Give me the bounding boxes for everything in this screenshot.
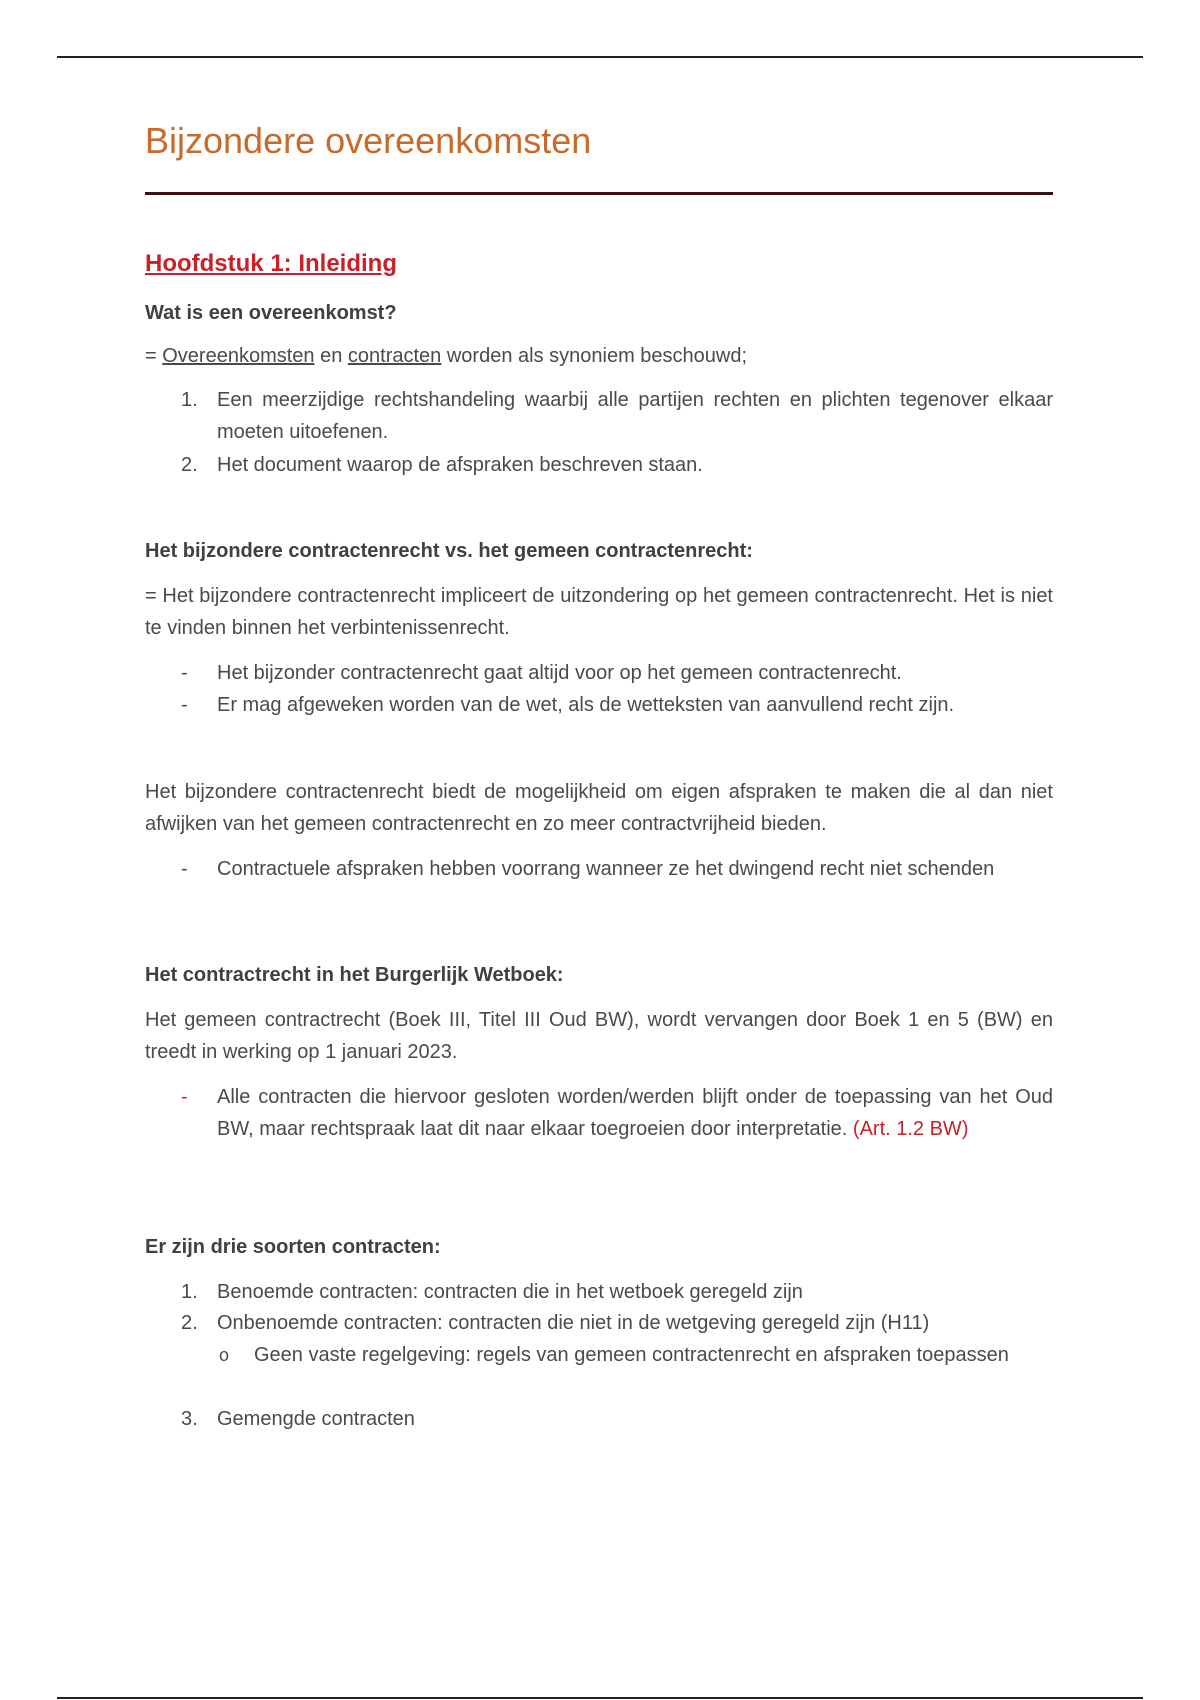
bullet-body: Alle contracten die hiervoor gesloten worden/werden blijft onder de toepassing van het Oud BW, maar rechtspraak laat dit naar elkaar toegroeien door interpretatie. <box>217 1086 1053 1140</box>
title-underline <box>145 192 1053 195</box>
page-top-rule <box>57 56 1143 58</box>
definition-conjunction: en <box>314 345 348 367</box>
bullet-text: Contractuele afspraken hebben voorrang wanneer ze het dwingend recht niet schenden <box>217 858 995 880</box>
section-heading-overeenkomst: Wat is een overeenkomst? <box>145 302 397 324</box>
bullet-marker: - <box>181 662 188 684</box>
term-overeenkomsten: Overeenkomsten <box>162 345 315 367</box>
bullet-text: Het bijzonder contractenrecht gaat altijd voor op het gemeen contractenrecht. <box>217 662 902 684</box>
list-text: Gemengde contracten <box>217 1408 415 1430</box>
bw-paragraph: Het gemeen contractrecht (Boek III, Titel III Oud BW), wordt vervangen door Boek 1 en 5 (BW) en treedt in werking op 1 januari 2023. <box>145 1009 1053 1063</box>
bullet-text <box>217 1081 1053 1145</box>
list-marker: 1. <box>181 389 198 411</box>
bullet-text: Er mag afgeweken worden van de wet, als de wetteksten van aanvullend recht zijn. <box>217 694 955 716</box>
article-reference: (Art. 1.2 BW) <box>852 1118 969 1140</box>
bullet-marker: - <box>181 858 188 880</box>
bullet-marker: - <box>181 1086 188 1108</box>
bullet-marker: - <box>181 694 188 716</box>
section2-intro: = Het bijzondere contractenrecht impliceert de uitzondering op het gemeen contractenrecht. Het is niet te vinden binnen het verbintenissenrecht. <box>145 585 1053 639</box>
sub-list-text: Geen vaste regelgeving: regels van gemeen contractenrecht en afspraken toepassen <box>254 1344 1009 1366</box>
definition-paragraph <box>145 340 1053 372</box>
contractvrijheid-paragraph: Het bijzondere contractenrecht biedt de mogelijkheid om eigen afspraken te maken die al dan niet afwijken van het gemeen contractenrecht en zo meer contractvrijheid bieden. <box>145 781 1053 835</box>
term-contracten: contracten <box>347 345 442 367</box>
chapter-heading: Hoofdstuk 1: Inleiding <box>145 250 397 277</box>
section-heading-burgerlijk-wetboek: Het contractrecht in het Burgerlijk Wetboek: <box>145 964 564 986</box>
sub-list-marker: o <box>219 1345 230 1365</box>
list-marker: 2. <box>181 1312 198 1334</box>
definition-rest: worden als synoniem beschouwd; <box>441 345 748 367</box>
definition-prefix: = <box>145 345 163 367</box>
list-text: Onbenoemde contracten: contracten die niet in de wetgeving geregeld zijn (H11) <box>217 1312 930 1334</box>
list-text: Benoemde contracten: contracten die in het wetboek geregeld zijn <box>217 1281 803 1303</box>
list-text: Een meerzijdige rechtshandeling waarbij alle partijen rechten en plichten tegenover elkaar moeten uitoefenen. <box>217 389 1053 443</box>
document-title: Bijzondere overeenkomsten <box>145 120 592 161</box>
section-heading-soorten-contracten: Er zijn drie soorten contracten: <box>145 1236 441 1258</box>
list-marker: 3. <box>181 1408 198 1430</box>
list-marker: 1. <box>181 1281 198 1303</box>
list-marker: 2. <box>181 454 198 476</box>
page-bottom-rule <box>57 1697 1143 1699</box>
list-text: Het document waarop de afspraken beschreven staan. <box>217 454 703 476</box>
list-item <box>145 384 1053 448</box>
section-heading-contractenrecht: Het bijzondere contractenrecht vs. het gemeen contractenrecht: <box>145 540 753 562</box>
